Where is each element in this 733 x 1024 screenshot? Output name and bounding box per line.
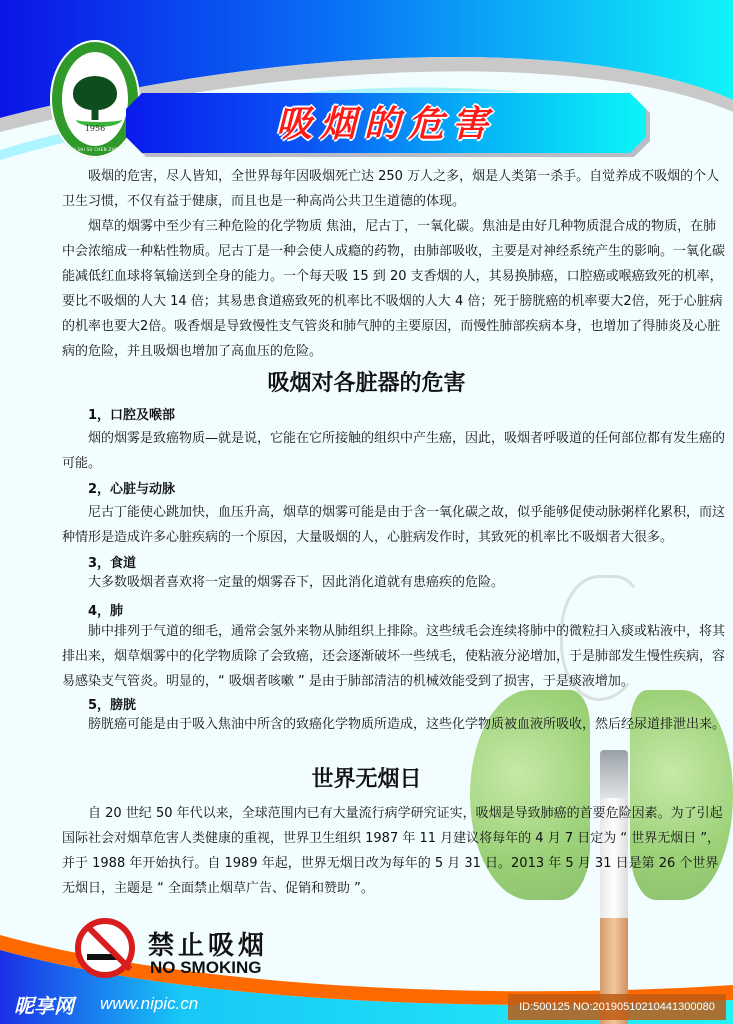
logo-year: 1956: [84, 124, 106, 133]
logo-school-en: TAI ZHOU SHI SU CHEN ZHONG XUE: [54, 147, 136, 152]
organ-text-3: 大多数吸烟者喜欢将一定量的烟雾吞下，因此消化道就有患癌疾的危险。: [88, 575, 505, 590]
intro-paragraph-1: 吸烟的危害，尽人皆知，全世界每年因吸烟死亡达 250 万人之多，烟是人类第一杀手。自觉养成不吸烟的个人卫生习惯，不仅有益于健康，而且也是一种高尚公共卫生道德的体现。: [62, 169, 720, 209]
logo-inner-circle: [60, 50, 130, 148]
organ-title-2: 2，心脏与动脉: [88, 482, 176, 497]
intro-paragraph-2: 烟草的烟雾中至少有三种危险的化学物质 焦油，尼古丁，一氧化碳。焦油是由好几种物质混合成的物质，在肺中会浓缩成一种粘性物质。尼古丁是一种会使人成瘾的药物，由肺部吸收，主要是对神经系统产生的影响。一氧化碳能减低红血球将氧输送到全身的能力。一个每天吸 15 到 20 支香烟的人，其易换肺癌，口腔癌或喉癌致死的机率，要比不吸烟的人大 14 倍；其易患食道癌致死的机率比不吸烟的人大 4 倍；死于膀胱癌的机率要大2倍，死于心脏病的机率也要大2倍。吸香烟是导致慢性支气管炎和肺气肿的主要原因，而慢性肺部疾病本身，也增加了得肺炎及心脏病的危险，并且吸烟也增加了高血压的危险。: [62, 219, 726, 359]
watermark-url: www.nipic.cn: [100, 994, 199, 1013]
organ-text-2: 尼古丁能使心跳加快，血压升高，烟草的烟雾可能是由于含一氧化碳之故，似乎能够促使动脉粥样化累积，而这种情形是造成许多心脏疾病的一个原因，大量吸烟的人，心脏病发作时，其致死的机率比不吸烟者大很多。: [62, 505, 726, 545]
organ-title-4: 4，肺: [88, 604, 124, 619]
world-day-heading: 世界无烟日: [311, 767, 422, 792]
no-smoking-icon: [75, 918, 135, 978]
organ-title-5: 5，膀胱: [88, 698, 137, 713]
no-smoking-label-en: NO SMOKING: [150, 958, 262, 977]
page-title: 吸烟的危害: [275, 103, 496, 145]
organ-text-5: 膀胱癌可能是由于吸入焦油中所含的致癌化学物质所造成，这些化学物质被血液所吸收，然后经尿道排泄出来。: [88, 717, 726, 732]
watermark-id: ID:500125 NO:20190510210441300080: [508, 994, 726, 1020]
organs-heading: 吸烟对各脏器的危害: [267, 371, 466, 396]
organ-text-1: 烟的烟雾是致癌物质—就是说，它能在它所接触的组织中产生癌，因此，吸烟者呼吸道的任何部位都有发生癌的可能。: [62, 431, 726, 471]
watermark-site-name: 昵享网: [14, 994, 74, 1018]
world-day-paragraph: 自 20 世纪 50 年代以来，全球范围内已有大量流行病学研究证实，吸烟是导致肺癌的首要危险因素。为了引起国际社会对烟草危害人类健康的重视，世界卫生组织 1987 年 11 月建议将每年的 4 月 7 日定为 “ 世界无烟日 ”，并于 1988 年开始执行。自 1989 年起，世界无烟日改为每年的 5 月 31 日。2013 年 5 月 31 日是第 26 个世界无烟日，主题是 “ 全面禁止烟草广告、促销和赞助 ”。: [62, 806, 723, 896]
organ-text-4: 肺中排列于气道的细毛，通常会氢外来物从肺组织上排除。这些绒毛会连续将肺中的微粒扫入痰或粘液中，将其排出来，烟草烟雾中的化学物质除了会致癌，还会逐渐破坏一些绒毛，使粘液分泌增加，于是肺部发生慢性疾病，容易感染支气管炎。明显的，“ 吸烟者咳嗽 ” 是由于肺部清洁的机械效能受到了损害，于是痰液增加。: [62, 624, 726, 689]
no-smoking-label-cn: 禁止吸烟: [148, 931, 269, 961]
tree-icon: [73, 76, 117, 110]
organ-title-1: 1，口腔及喉部: [88, 408, 176, 423]
organ-title-3: 3，食道: [88, 556, 137, 571]
